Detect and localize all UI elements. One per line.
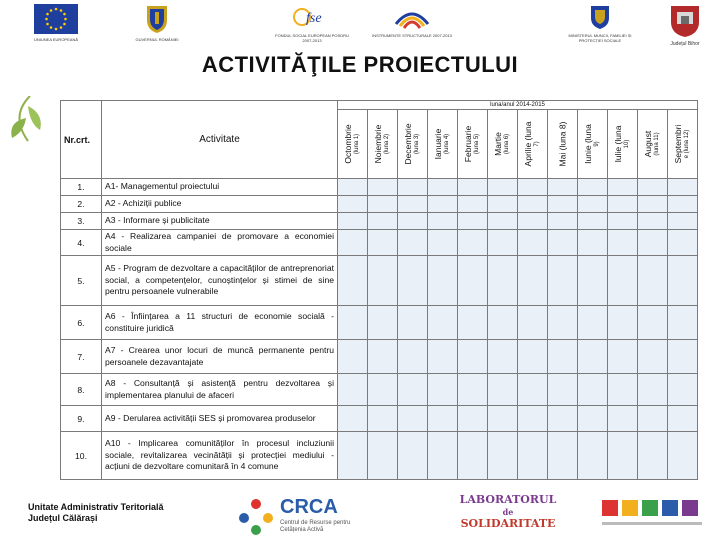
- month-label: [524, 122, 542, 167]
- crca-emblem-icon: [236, 496, 276, 536]
- schedule-cell: [428, 432, 458, 480]
- month-header-10: [608, 110, 638, 179]
- row-number: 8.: [61, 374, 102, 406]
- schedule-cell: [338, 340, 368, 374]
- month-label: [434, 129, 452, 160]
- schedule-cell: [488, 179, 518, 196]
- month-header-12: [668, 110, 698, 179]
- schedule-cell: [638, 179, 668, 196]
- activities-table: [60, 100, 698, 480]
- schedule-cell: [368, 406, 398, 432]
- schedule-cell: [578, 306, 608, 340]
- schedule-cell: [338, 432, 368, 480]
- schedule-cell: [398, 256, 428, 306]
- month-name: Septembri: [672, 124, 683, 164]
- month-sub: (luna 4): [443, 133, 450, 155]
- row-activity: A3 - Informare și publicitate: [102, 213, 338, 230]
- schedule-cell: [458, 340, 488, 374]
- fse-icon: [292, 4, 332, 30]
- row-number: 10.: [61, 432, 102, 480]
- table-row: [61, 374, 698, 406]
- schedule-cell: [428, 374, 458, 406]
- crca-name: CRCA: [280, 496, 338, 518]
- schedule-cell: [518, 179, 548, 196]
- schedule-cell: [548, 213, 578, 230]
- month-name: Martie: [492, 132, 503, 156]
- schedule-cell: [398, 340, 428, 374]
- row-number: 9.: [61, 406, 102, 432]
- month-sub: (luna 2): [383, 133, 390, 155]
- schedule-cell: [398, 179, 428, 196]
- month-name: Iulie (luna: [612, 125, 623, 163]
- month-sub: (luna 1): [353, 133, 360, 155]
- schedule-cell: [668, 256, 698, 306]
- ministry-logo: [560, 4, 640, 43]
- schedule-cell: [638, 230, 668, 256]
- schedule-cell: [458, 406, 488, 432]
- row-activity: A6 - Înființarea a 11 structuri de economie socială - constituire juridică: [102, 306, 338, 340]
- ministry-label: MINISTERUL MUNCII, FAMILIEI ȘI PROTECȚIEI SOCIALE: [568, 33, 632, 43]
- schedule-cell: [398, 196, 428, 213]
- month-name: Iunie (luna: [582, 124, 593, 164]
- schedule-cell: [668, 196, 698, 213]
- schedule-cell: [608, 213, 638, 230]
- schedule-cell: [368, 213, 398, 230]
- schedule-cell: [668, 374, 698, 406]
- crca-subtitle: Centrul de Resurse pentru Cetățenia Activă: [280, 520, 351, 533]
- schedule-cell: [368, 196, 398, 213]
- schedule-cell: [548, 306, 578, 340]
- month-label: [464, 126, 482, 162]
- schedule-cell: [638, 213, 668, 230]
- schedule-cell: [608, 432, 638, 480]
- schedule-cell: [368, 256, 398, 306]
- eu-flag-icon: [34, 4, 78, 34]
- schedule-cell: [518, 306, 548, 340]
- schedule-cell: [368, 374, 398, 406]
- schedule-cell: [488, 340, 518, 374]
- month-sub: e (luna 12): [683, 129, 690, 159]
- month-label: [674, 125, 692, 164]
- month-label: [404, 123, 422, 164]
- schedule-cell: [368, 432, 398, 480]
- county-logo: [655, 4, 715, 47]
- schedule-cell: [608, 196, 638, 213]
- is-logo: [372, 4, 452, 38]
- schedule-cell: [368, 179, 398, 196]
- schedule-cell: [458, 374, 488, 406]
- month-label: [614, 126, 632, 163]
- county-crest-icon: [669, 4, 701, 38]
- month-header-4: [428, 110, 458, 179]
- activity-header: Activitate: [102, 101, 338, 179]
- month-sub: 7): [533, 141, 540, 147]
- month-name: Februarie: [462, 125, 473, 163]
- row-number: 6.: [61, 306, 102, 340]
- lab-logo: [458, 494, 558, 530]
- schedule-cell: [488, 196, 518, 213]
- schedule-cell: [338, 256, 368, 306]
- schedule-cell: [518, 374, 548, 406]
- schedule-cell: [578, 179, 608, 196]
- month-sub: 9): [593, 141, 600, 147]
- schedule-cell: [458, 213, 488, 230]
- table-row: [61, 406, 698, 432]
- leaf-decoration-icon: [0, 96, 60, 496]
- schedule-cell: [458, 256, 488, 306]
- schedule-cell: [638, 306, 668, 340]
- row-number: 5.: [61, 256, 102, 306]
- page-title: ACTIVITĂŢILE PROIECTULUI: [201, 52, 519, 77]
- schedule-cell: [428, 230, 458, 256]
- month-name: Noiembrie: [372, 124, 383, 164]
- schedule-cell: [548, 230, 578, 256]
- is-label: INSTRUMENTE STRUCTURALE 2007-2013: [372, 33, 452, 38]
- schedule-cell: [518, 406, 548, 432]
- schedule-cell: [398, 374, 428, 406]
- schedule-cell: [608, 406, 638, 432]
- month-name: Aprilie (luna: [522, 121, 533, 167]
- table-row: [61, 432, 698, 480]
- schedule-cell: [668, 213, 698, 230]
- month-label: [494, 132, 512, 156]
- schedule-cell: [338, 306, 368, 340]
- schedule-cell: [338, 196, 368, 213]
- fse-logo: [272, 4, 352, 43]
- schedule-cell: [518, 196, 548, 213]
- schedule-cell: [668, 340, 698, 374]
- fse-label: FONDUL SOCIAL EUROPEAN POSDRU 2007-2013: [275, 33, 349, 43]
- schedule-cell: [518, 213, 548, 230]
- schedule-cell: [368, 230, 398, 256]
- month-name: Ianuarie: [432, 128, 443, 160]
- month-header-3: [398, 110, 428, 179]
- schedule-cell: [488, 256, 518, 306]
- month-sub: 10): [623, 139, 630, 149]
- schedule-cell: [668, 406, 698, 432]
- schedule-cell: [548, 340, 578, 374]
- schedule-cell: [578, 406, 608, 432]
- row-number: 7.: [61, 340, 102, 374]
- schedule-cell: [368, 306, 398, 340]
- activity-rows: [61, 179, 698, 480]
- month-label: [374, 125, 392, 164]
- month-label: [584, 124, 602, 164]
- schedule-cell: [518, 230, 548, 256]
- schedule-cell: [608, 230, 638, 256]
- schedule-cell: [548, 432, 578, 480]
- schedule-cell: [668, 432, 698, 480]
- coat-of-arms-icon: [145, 4, 169, 34]
- schedule-cell: [338, 230, 368, 256]
- schedule-cell: [608, 179, 638, 196]
- month-sub: (luna 11): [653, 132, 660, 156]
- ministry-crest-icon: [589, 4, 611, 30]
- lab-line3: SOLIDARITATE: [460, 517, 556, 530]
- schedule-cell: [578, 256, 608, 306]
- schedule-cell: [638, 256, 668, 306]
- row-number: 4.: [61, 230, 102, 256]
- schedule-cell: [428, 340, 458, 374]
- row-activity: A2 - Achiziții publice: [102, 196, 338, 213]
- month-header-7: [518, 110, 548, 179]
- schedule-cell: [398, 306, 428, 340]
- schedule-cell: [428, 306, 458, 340]
- schedule-cell: [578, 230, 608, 256]
- eu-label: UNIUNEA EUROPEANĂ: [33, 37, 78, 42]
- schedule-cell: [338, 406, 368, 432]
- schedule-cell: [668, 306, 698, 340]
- gov-logo: [122, 4, 192, 42]
- period-header: luna/anul 2014-2015: [338, 101, 698, 110]
- schedule-cell: [638, 340, 668, 374]
- month-label: [558, 122, 567, 167]
- schedule-cell: [488, 213, 518, 230]
- row-number: 2.: [61, 196, 102, 213]
- lab-line2: de: [502, 507, 514, 517]
- schedule-cell: [338, 179, 368, 196]
- schedule-cell: [398, 432, 428, 480]
- eu-logo: [26, 4, 86, 42]
- row-number: 3.: [61, 213, 102, 230]
- schedule-cell: [608, 306, 638, 340]
- schedule-cell: [548, 179, 578, 196]
- table-row: [61, 340, 698, 374]
- schedule-cell: [458, 230, 488, 256]
- schedule-cell: [398, 406, 428, 432]
- row-activity: A7 - Crearea unor locuri de muncă permanente pentru persoanele dezavantajate: [102, 340, 338, 374]
- table-row: [61, 196, 698, 213]
- schedule-cell: [578, 196, 608, 213]
- schedule-cell: [668, 179, 698, 196]
- schedule-cell: [458, 306, 488, 340]
- month-sub: (luna 5): [473, 133, 480, 155]
- schedule-cell: [368, 340, 398, 374]
- schedule-cell: [548, 406, 578, 432]
- schedule-cell: [488, 306, 518, 340]
- svg-text:fse: fse: [306, 11, 322, 26]
- table-row: [61, 230, 698, 256]
- schedule-cell: [518, 432, 548, 480]
- schedule-cell: [398, 230, 428, 256]
- table-row: [61, 213, 698, 230]
- month-sub: (luna 6): [503, 133, 510, 155]
- schedule-cell: [608, 340, 638, 374]
- schedule-cell: [638, 374, 668, 406]
- schedule-cell: [578, 213, 608, 230]
- schedule-cell: [548, 196, 578, 213]
- month-header-11: [638, 110, 668, 179]
- header-logos: [0, 0, 720, 52]
- month-name: Mai (luna 8): [557, 121, 567, 167]
- structural-instruments-icon: [392, 4, 432, 30]
- schedule-cell: [488, 406, 518, 432]
- row-activity: A5 - Program de dezvoltare a capacităților de antreprenoriat social, a competențelor, cunoștințelor și stimei de sine pentru persoanele vulnerabile: [102, 256, 338, 306]
- schedule-cell: [638, 406, 668, 432]
- schedule-cell: [398, 213, 428, 230]
- schedule-cell: [458, 432, 488, 480]
- gov-label: GUVERNUL ROMÂNIEI: [135, 37, 179, 42]
- month-header-1: [338, 110, 368, 179]
- table-row: [61, 306, 698, 340]
- month-name: Octombrie: [342, 124, 353, 164]
- schedule-cell: [428, 213, 458, 230]
- schedule-cell: [338, 213, 368, 230]
- schedule-cell: [428, 406, 458, 432]
- schedule-cell: [518, 340, 548, 374]
- schedule-cell: [428, 179, 458, 196]
- schedule-cell: [578, 374, 608, 406]
- schedule-cell: [518, 256, 548, 306]
- month-header-6: [488, 110, 518, 179]
- month-header-2: [368, 110, 398, 179]
- uat-line1: Unitate Administrativ Teritorială: [28, 502, 164, 512]
- row-activity: A9 - Derularea activității SES și promovarea produselor: [102, 406, 338, 432]
- partners-logos-icon: [600, 496, 710, 532]
- month-label: [644, 131, 662, 157]
- uat-logo: [28, 502, 188, 524]
- schedule-cell: [578, 340, 608, 374]
- schedule-cell: [638, 432, 668, 480]
- month-name: Decembrie: [402, 123, 413, 165]
- footer-logos: [0, 492, 720, 540]
- schedule-cell: [488, 230, 518, 256]
- month-label: [344, 124, 362, 163]
- schedule-cell: [428, 256, 458, 306]
- schedule-cell: [578, 432, 608, 480]
- row-activity: A4 - Realizarea campaniei de promovare a economiei sociale: [102, 230, 338, 256]
- schedule-cell: [548, 256, 578, 306]
- row-number: 1.: [61, 179, 102, 196]
- nr-header: Nr.crt.: [61, 101, 102, 179]
- row-activity: A8 - Consultanță și asistență pentru dezvoltarea și implementarea planului de afaceri: [102, 374, 338, 406]
- month-sub: (luna 3): [413, 133, 420, 155]
- county-label: Județul Bihor: [670, 41, 700, 47]
- row-activity: A10 - Implicarea comunităților în procesul incluziunii sociale, revitalizarea vecinătății și protecției mediului - acțiuni de dezvoltare comunitară în 4 comune: [102, 432, 338, 480]
- schedule-cell: [668, 230, 698, 256]
- schedule-cell: [488, 432, 518, 480]
- lab-line1: LABORATORUL: [459, 493, 557, 506]
- schedule-cell: [638, 196, 668, 213]
- schedule-cell: [608, 256, 638, 306]
- row-activity: A1- Managementul proiectului: [102, 179, 338, 196]
- schedule-cell: [488, 374, 518, 406]
- table-row: [61, 179, 698, 196]
- schedule-cell: [428, 196, 458, 213]
- schedule-cell: [548, 374, 578, 406]
- month-header-9: [578, 110, 608, 179]
- table-row: [61, 256, 698, 306]
- month-name: August: [642, 130, 653, 158]
- schedule-cell: [458, 179, 488, 196]
- month-header-5: [458, 110, 488, 179]
- month-header-8: [548, 110, 578, 179]
- uat-line2: Județul Călărași: [28, 513, 98, 523]
- schedule-cell: [608, 374, 638, 406]
- schedule-cell: [458, 196, 488, 213]
- schedule-cell: [338, 374, 368, 406]
